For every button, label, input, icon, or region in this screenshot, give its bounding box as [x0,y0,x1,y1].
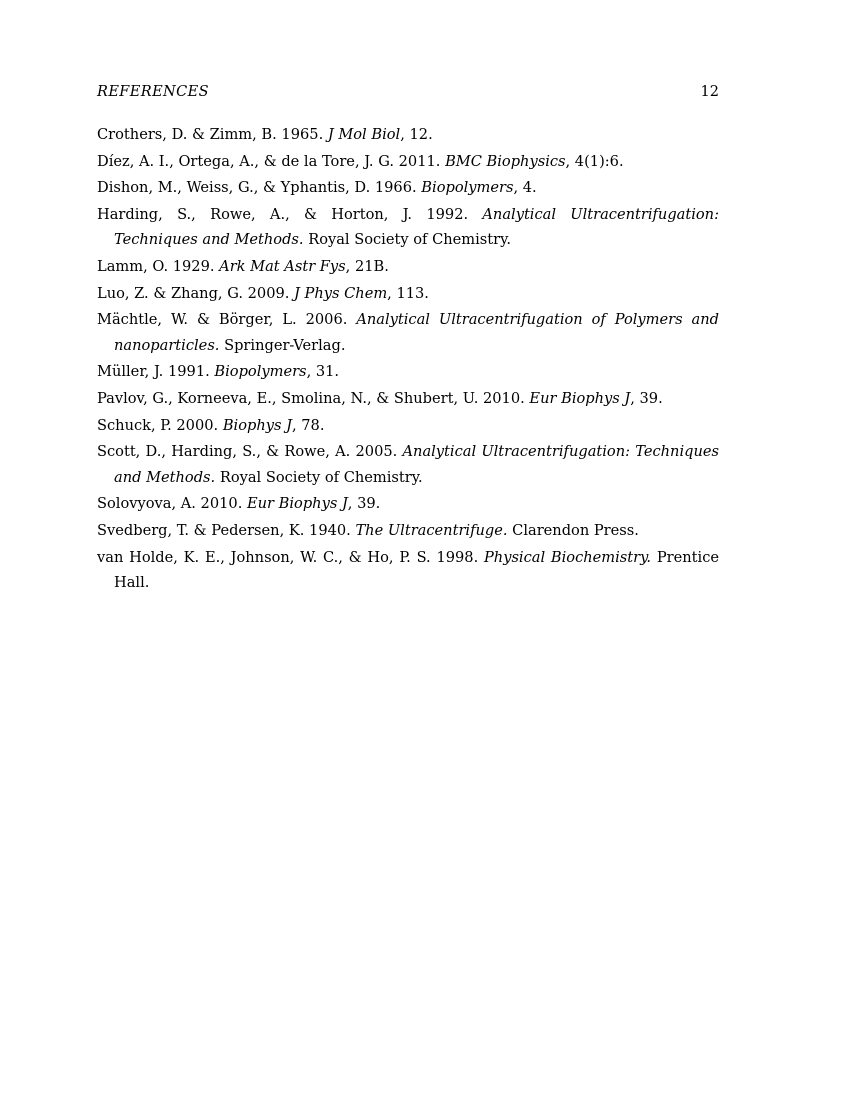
reference-title: BMC Biophysics [445,152,566,170]
reference-entry [97,518,719,543]
reference-text: Schuck, P. 2000. [97,416,223,434]
reference-title: Analytical Ultracentrifugation: Techniques and Methods. [114,443,719,486]
reference-text: Harding, S., Rowe, A., & Horton, J. 1992. [97,206,483,224]
reference-entry [97,149,719,174]
reference-text: Solovyova, A. 2010. [97,495,247,513]
reference-title: The Ultracentrifuge. [355,522,508,540]
reference-text: Luo, Z. & Zhang, G. 2009. [97,284,295,302]
reference-title: Biopolymers [421,179,514,197]
reference-title: Biophys J [222,416,292,434]
reference-text: Pavlov, G., Korneeva, E., Smolina, N., & Shubert, U. 2010. [97,390,530,408]
reference-title: Physical Biochemistry. [483,548,652,566]
page-content [97,84,719,595]
reference-title: Analytical Ultracentrifugation of Polymers and nanoparticles. [114,311,719,354]
reference-entry [97,122,719,147]
reference-entry [97,281,719,306]
page-title: REFERENCES [97,84,209,100]
reference-text: Prentice Hall. [114,548,720,591]
reference-entry [97,545,719,595]
reference-entry [97,491,719,516]
reference-text: , 12. [400,126,433,143]
reference-title: J Mol Biol [327,126,401,143]
reference-text: Scott, D., Harding, S., & Rowe, A. 2005. [97,443,403,461]
reference-text: , 39. [630,390,663,408]
reference-title: Analytical Ultracentrifugation: Techniques and Methods. [114,206,719,249]
reference-title: J Phys Chem [294,284,388,302]
reference-entry [97,413,719,438]
reference-text: Royal Society of Chemistry. [303,231,512,249]
reference-text: , 113. [387,284,429,302]
reference-text: Springer-Verlag. [219,336,346,354]
reference-entry [97,439,719,489]
reference-text: Clarendon Press. [507,522,639,540]
reference-text: Dishon, M., Weiss, G., & Yphantis, D. 1966. [97,179,422,197]
reference-text: Crothers, D. & Zimm, B. 1965. [97,126,328,143]
reference-title: Ark Mat Astr Fys [219,258,346,276]
running-header [97,84,719,100]
reference-text: Díez, A. I., Ortega, A., & de la Tore, J. G. 2011. [97,152,446,170]
reference-text: Svedberg, T. & Pedersen, K. 1940. [97,522,356,540]
reference-entry [97,202,719,252]
page-number: 12 [700,84,719,100]
reference-title: Eur Biophys J [246,495,348,513]
reference-text: Mächtle, W. & Börger, L. 2006. [97,311,357,329]
reference-entry [97,175,719,200]
reference-text: , 4(1):6. [565,152,624,170]
reference-entry [97,386,719,411]
reference-text: , 4. [513,179,537,197]
reference-entry [97,359,719,384]
reference-text: Lamm, O. 1929. [97,258,220,276]
reference-text: , 78. [291,416,325,434]
reference-text: , 31. [306,363,340,381]
reference-list [97,122,719,595]
reference-text: , 21B. [345,258,389,276]
reference-title: Biopolymers [214,363,307,381]
reference-text: Müller, J. 1991. [97,363,215,381]
reference-entry [97,307,719,357]
reference-text: van Holde, K. E., Johnson, W. C., & Ho, P. S. 1998. [97,548,484,566]
reference-entry [97,254,719,279]
reference-title: Eur Biophys J [529,390,631,408]
reference-text: , 39. [347,495,381,513]
reference-text: Royal Society of Chemistry. [215,468,423,486]
